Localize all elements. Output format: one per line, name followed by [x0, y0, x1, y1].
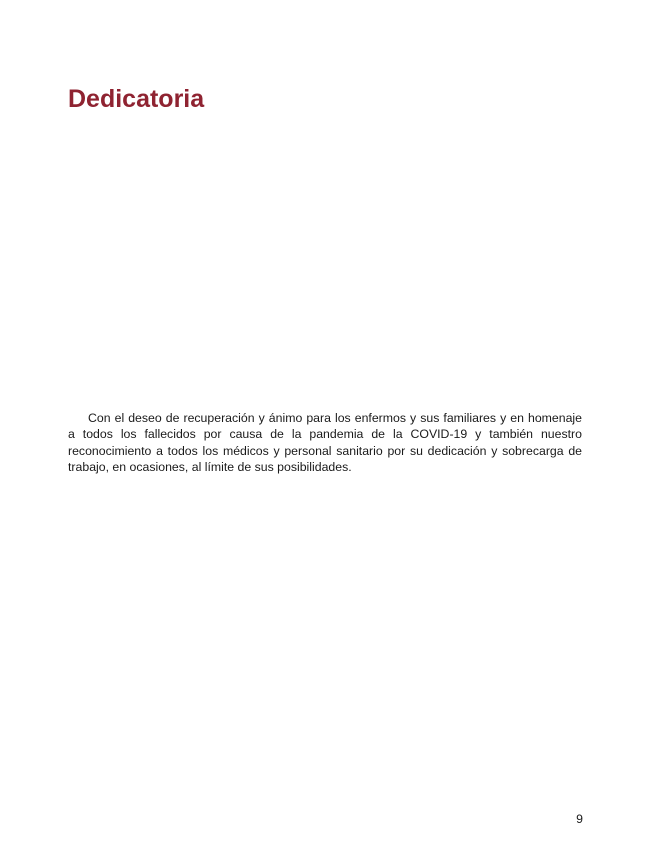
page-title: Dedicatoria	[68, 85, 205, 113]
page-number: 9	[576, 812, 583, 826]
dedication-paragraph: Con el deseo de recuperación y ánimo para los enfermos y sus familiares y en homenaje a todos los fallecidos por causa de la pandemia de la COVID-19 y también nuestro reconocimiento a todos los médicos y personal sanitario por su dedicación y sobrecarga de trabajo, en ocasiones, al límite de sus posibilidades.	[68, 411, 582, 474]
